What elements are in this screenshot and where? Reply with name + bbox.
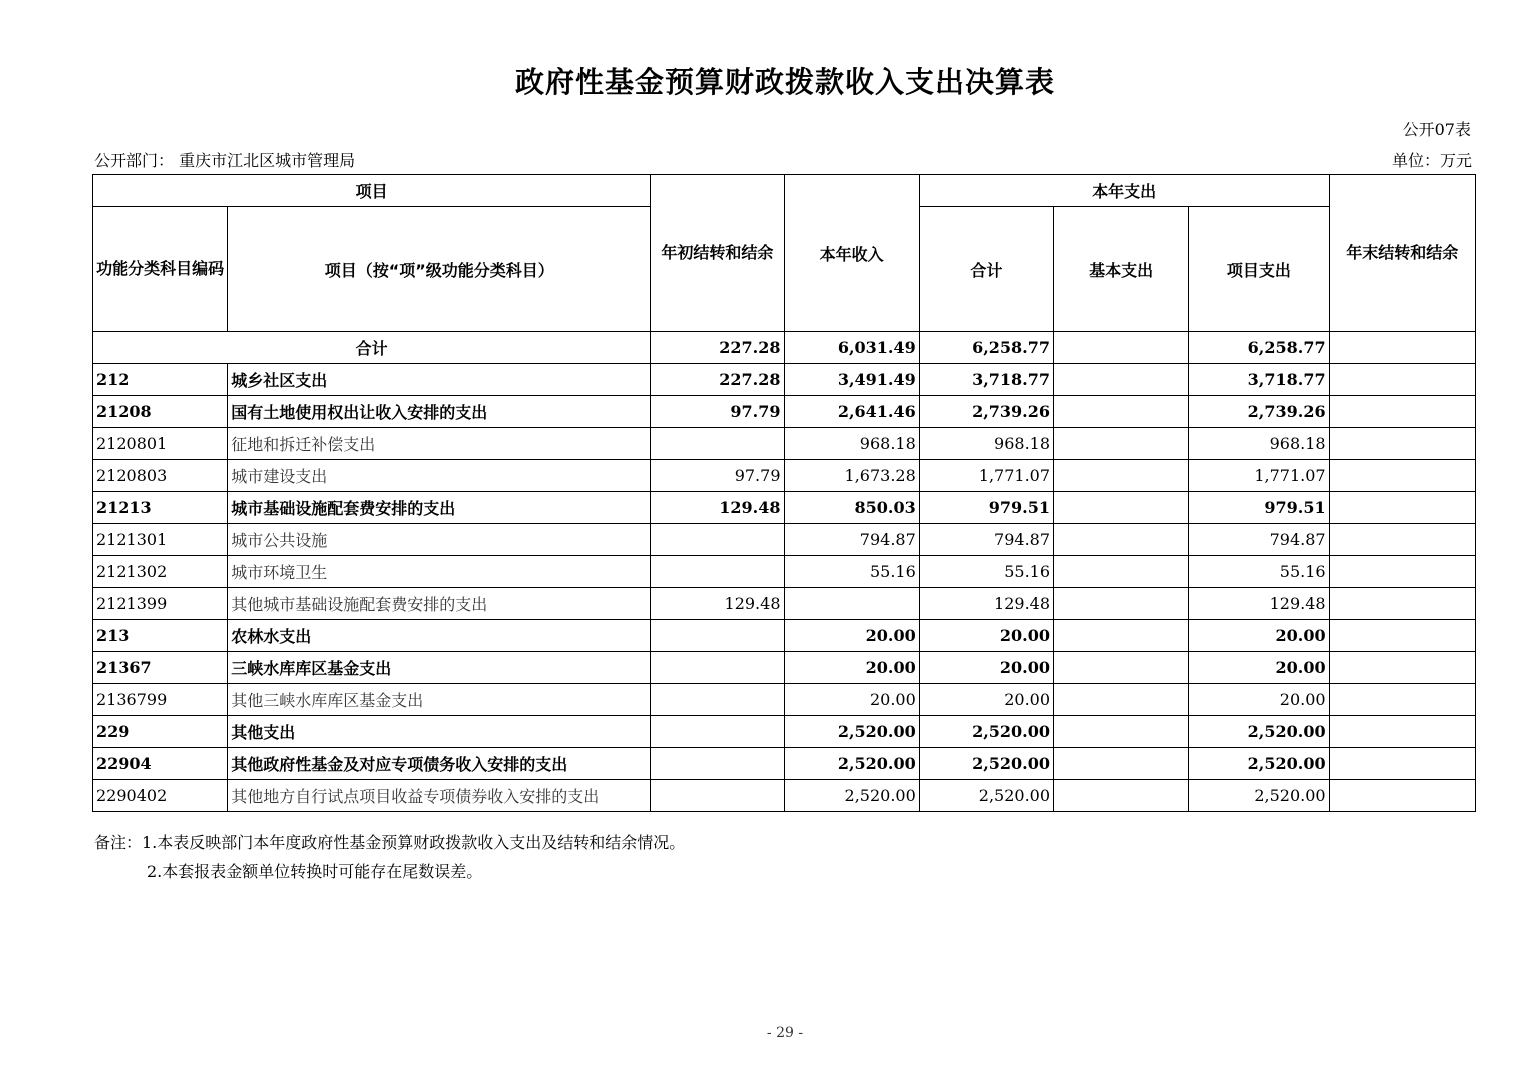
begin-balance-cell: [651, 652, 784, 684]
end-balance-cell: [1329, 620, 1475, 652]
notes: [94, 828, 685, 886]
basic-expense-cell: [1054, 748, 1189, 780]
end-balance-cell: [1329, 460, 1475, 492]
table-row: [93, 428, 1476, 460]
total-begin: 227.28: [651, 332, 784, 364]
table-row: [93, 396, 1476, 428]
name-cell: 其他城市基础设施配套费安排的支出: [228, 588, 651, 620]
end-balance-cell: [1329, 684, 1475, 716]
code-cell: 213: [93, 620, 228, 652]
expense-total-cell: 979.51: [919, 492, 1053, 524]
basic-expense-cell: [1054, 620, 1189, 652]
code-cell: 2290402: [93, 780, 228, 812]
basic-expense-cell: [1054, 396, 1189, 428]
total-project: 6,258.77: [1189, 332, 1329, 364]
code-cell: 2121302: [93, 556, 228, 588]
project-expense-cell: 968.18: [1189, 428, 1329, 460]
header-name: 项目（按“项”级功能分类科目）: [228, 207, 651, 332]
table-row: [93, 460, 1476, 492]
expense-total-cell: 794.87: [919, 524, 1053, 556]
name-cell: 其他支出: [228, 716, 651, 748]
name-cell: 城市公共设施: [228, 524, 651, 556]
project-expense-cell: 2,520.00: [1189, 748, 1329, 780]
total-row: [93, 332, 1476, 364]
project-expense-cell: 794.87: [1189, 524, 1329, 556]
code-cell: 2136799: [93, 684, 228, 716]
project-expense-cell: 20.00: [1189, 620, 1329, 652]
header-income: 本年收入: [784, 175, 919, 332]
table-row: [93, 556, 1476, 588]
end-balance-cell: [1329, 748, 1475, 780]
code-cell: 2121301: [93, 524, 228, 556]
header-code: 功能分类科目编码: [93, 207, 228, 332]
table-row: [93, 780, 1476, 812]
expense-total-cell: 2,520.00: [919, 716, 1053, 748]
name-cell: 其他地方自行试点项目收益专项债券收入安排的支出: [228, 780, 651, 812]
project-expense-cell: 2,520.00: [1189, 716, 1329, 748]
name-cell: 国有土地使用权出让收入安排的支出: [228, 396, 651, 428]
basic-expense-cell: [1054, 684, 1189, 716]
begin-balance-cell: 129.48: [651, 588, 784, 620]
income-cell: 794.87: [784, 524, 919, 556]
department-label: 公开部门： 重庆市江北区城市管理局: [94, 151, 356, 170]
income-cell: 968.18: [784, 428, 919, 460]
code-cell: 212: [93, 364, 228, 396]
project-expense-cell: 129.48: [1189, 588, 1329, 620]
basic-expense-cell: [1054, 588, 1189, 620]
code-cell: 21367: [93, 652, 228, 684]
table-row: [93, 524, 1476, 556]
code-cell: 21213: [93, 492, 228, 524]
end-balance-cell: [1329, 396, 1475, 428]
code-cell: 2120801: [93, 428, 228, 460]
project-expense-cell: 2,739.26: [1189, 396, 1329, 428]
expense-total-cell: 20.00: [919, 684, 1053, 716]
begin-balance-cell: [651, 524, 784, 556]
code-cell: 22904: [93, 748, 228, 780]
expense-total-cell: 968.18: [919, 428, 1053, 460]
project-expense-cell: 979.51: [1189, 492, 1329, 524]
code-cell: 229: [93, 716, 228, 748]
header-begin-balance: 年初结转和结余: [651, 175, 784, 332]
income-cell: 20.00: [784, 620, 919, 652]
basic-expense-cell: [1054, 492, 1189, 524]
begin-balance-cell: [651, 748, 784, 780]
table-row: [93, 684, 1476, 716]
table-row: [93, 588, 1476, 620]
income-cell: 2,641.46: [784, 396, 919, 428]
basic-expense-cell: [1054, 364, 1189, 396]
table-row: [93, 364, 1476, 396]
end-balance-cell: [1329, 428, 1475, 460]
project-expense-cell: 20.00: [1189, 684, 1329, 716]
end-balance-cell: [1329, 364, 1475, 396]
basic-expense-cell: [1054, 652, 1189, 684]
table-row: [93, 716, 1476, 748]
header-expense-total: 合计: [919, 207, 1053, 332]
end-balance-cell: [1329, 492, 1475, 524]
name-cell: 城市基础设施配套费安排的支出: [228, 492, 651, 524]
total-end: [1329, 332, 1475, 364]
table-row: [93, 748, 1476, 780]
begin-balance-cell: 129.48: [651, 492, 784, 524]
end-balance-cell: [1329, 588, 1475, 620]
total-expense: 6,258.77: [919, 332, 1053, 364]
begin-balance-cell: [651, 780, 784, 812]
note-1: 备注：1.本表反映部门本年度政府性基金预算财政拨款收入支出及结转和结余情况。: [94, 833, 686, 852]
name-cell: 三峡水库库区基金支出: [228, 652, 651, 684]
begin-balance-cell: [651, 620, 784, 652]
end-balance-cell: [1329, 556, 1475, 588]
header-expense-group: 本年支出: [919, 175, 1329, 207]
code-cell: 2120803: [93, 460, 228, 492]
project-expense-cell: 2,520.00: [1189, 780, 1329, 812]
basic-expense-cell: [1054, 428, 1189, 460]
page-number: - 29 -: [766, 1025, 804, 1041]
end-balance-cell: [1329, 780, 1475, 812]
income-cell: 2,520.00: [784, 780, 919, 812]
unit-label: 单位：万元: [1391, 151, 1472, 170]
name-cell: 其他三峡水库库区基金支出: [228, 684, 651, 716]
header-end-balance: 年末结转和结余: [1329, 175, 1475, 332]
basic-expense-cell: [1054, 716, 1189, 748]
expense-total-cell: 55.16: [919, 556, 1053, 588]
begin-balance-cell: 97.79: [651, 396, 784, 428]
basic-expense-cell: [1054, 524, 1189, 556]
budget-table: [92, 174, 1476, 812]
income-cell: 20.00: [784, 684, 919, 716]
expense-total-cell: 20.00: [919, 652, 1053, 684]
basic-expense-cell: [1054, 460, 1189, 492]
table-row: [93, 620, 1476, 652]
income-cell: 2,520.00: [784, 716, 919, 748]
expense-total-cell: 129.48: [919, 588, 1053, 620]
expense-total-cell: 1,771.07: [919, 460, 1053, 492]
expense-total-cell: 2,520.00: [919, 780, 1053, 812]
total-income: 6,031.49: [784, 332, 919, 364]
name-cell: 其他政府性基金及对应专项债务收入安排的支出: [228, 748, 651, 780]
end-balance-cell: [1329, 652, 1475, 684]
basic-expense-cell: [1054, 780, 1189, 812]
income-cell: 20.00: [784, 652, 919, 684]
form-number: 公开07表: [1402, 120, 1471, 139]
expense-total-cell: 2,520.00: [919, 748, 1053, 780]
income-cell: 850.03: [784, 492, 919, 524]
code-cell: 2121399: [93, 588, 228, 620]
begin-balance-cell: [651, 684, 784, 716]
header-project-expense: 项目支出: [1189, 207, 1329, 332]
begin-balance-cell: [651, 428, 784, 460]
name-cell: 城乡社区支出: [228, 364, 651, 396]
name-cell: 城市建设支出: [228, 460, 651, 492]
begin-balance-cell: 227.28: [651, 364, 784, 396]
end-balance-cell: [1329, 524, 1475, 556]
header-basic: 基本支出: [1054, 207, 1189, 332]
note-2: 2.本套报表金额单位转换时可能存在尾数误差。: [147, 862, 483, 881]
income-cell: [784, 588, 919, 620]
expense-total-cell: 2,739.26: [919, 396, 1053, 428]
project-expense-cell: 55.16: [1189, 556, 1329, 588]
income-cell: 2,520.00: [784, 748, 919, 780]
project-expense-cell: 20.00: [1189, 652, 1329, 684]
table-row: [93, 652, 1476, 684]
name-cell: 征地和拆迁补偿支出: [228, 428, 651, 460]
header-project: 项目: [93, 175, 651, 207]
name-cell: 城市环境卫生: [228, 556, 651, 588]
table-row: [93, 492, 1476, 524]
name-cell: 农林水支出: [228, 620, 651, 652]
project-expense-cell: 3,718.77: [1189, 364, 1329, 396]
expense-total-cell: 20.00: [919, 620, 1053, 652]
begin-balance-cell: 97.79: [651, 460, 784, 492]
report-title: 政府性基金预算财政拨款收入支出决算表: [514, 65, 1055, 99]
basic-expense-cell: [1054, 556, 1189, 588]
income-cell: 3,491.49: [784, 364, 919, 396]
total-label: 合计: [93, 332, 651, 364]
total-basic: [1054, 332, 1189, 364]
expense-total-cell: 3,718.77: [919, 364, 1053, 396]
income-cell: 1,673.28: [784, 460, 919, 492]
begin-balance-cell: [651, 556, 784, 588]
code-cell: 21208: [93, 396, 228, 428]
begin-balance-cell: [651, 716, 784, 748]
project-expense-cell: 1,771.07: [1189, 460, 1329, 492]
income-cell: 55.16: [784, 556, 919, 588]
end-balance-cell: [1329, 716, 1475, 748]
